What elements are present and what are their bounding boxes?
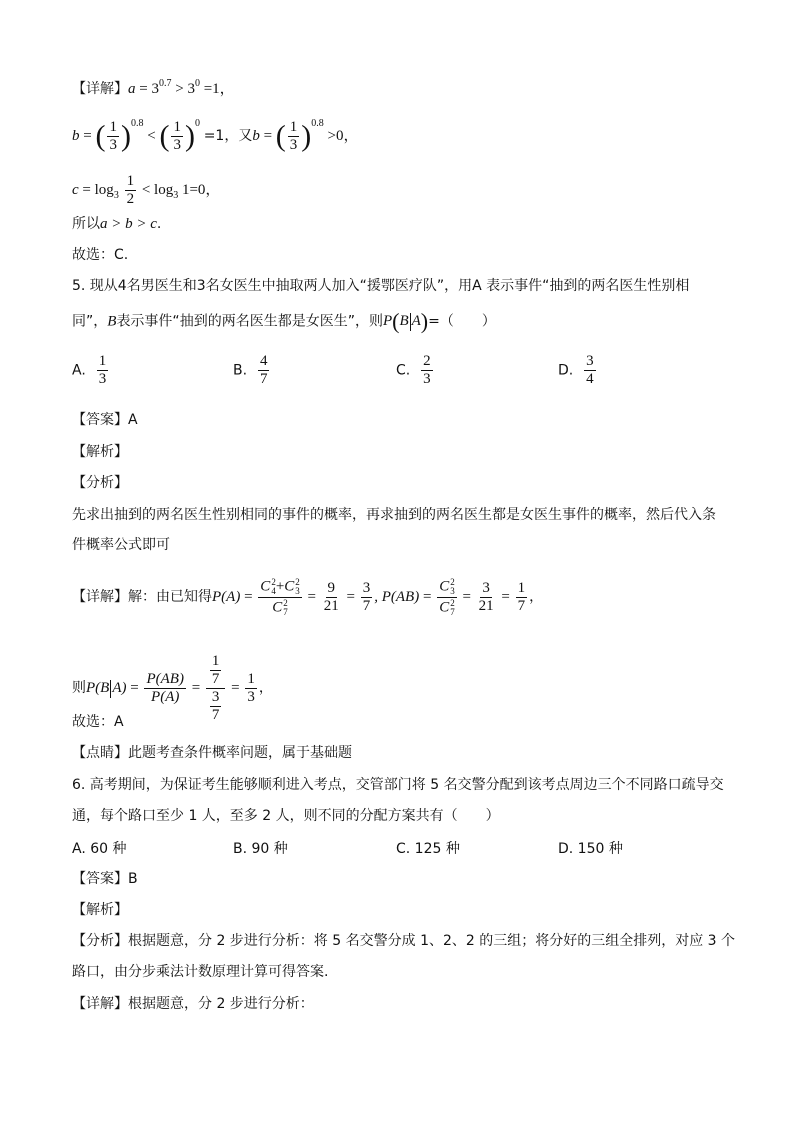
q6-detail: 【详解】根据题意，分 2 步进行分析： [72, 996, 314, 1012]
solution-line-c: $c = \log_3$ $\frac{1}{2}$ < $\log_3 1=0$， [72, 173, 221, 207]
q5-stem-line2: 同”，B表示事件“抽到的两名医生都是女医生”，则P(B A)=（ ） [72, 309, 496, 334]
paren-open: ( [95, 119, 106, 153]
exp-07: 0.7 [158, 78, 172, 89]
var-c: c [72, 181, 79, 198]
fraction-1-3c: $\frac{1}{3}$ [289, 119, 298, 154]
q5-answer: 【答案】A [72, 412, 138, 428]
q5-choice: 故选：A [72, 714, 124, 730]
paren-close: ) [120, 119, 131, 153]
q6-stem-line1: 6. 高考期间，为保证考生能够顺利进入考点，交管部门将 5 名交警分配到该考点周边三个不同路口疏导交 [72, 777, 724, 793]
detail-label: 【详解】 [72, 81, 128, 97]
q6-fenxi-line1: 【分析】根据题意，分 2 步进行分析：将 5 名交警分成 1、2、2 的三组；将分好的三组全排列，对应 3 个 [72, 933, 736, 949]
frac-combination: C 2 4 +C 2 3 C 2 7 [260, 577, 300, 617]
q5-option-b[interactable]: B. $\frac{4}{7}$ [233, 353, 268, 387]
lt-sign: < [147, 128, 156, 144]
q6-option-a[interactable]: A. 60 种 [72, 841, 127, 857]
q5-analysis-label: 【解析】 [72, 444, 128, 460]
q6-fenxi-line2: 路口，由分步乘法计数原理计算可得答案. [72, 964, 329, 980]
solution-line-a [72, 74, 235, 99]
mid-text: =1，又 [203, 128, 253, 144]
base-3b: 3 [187, 81, 195, 97]
exp-0: 0 [194, 78, 200, 89]
fraction-1-3: $\frac{1}{3}$ [109, 119, 117, 154]
q5-dianjing: 【点睛】此题考查条件概率问题，属于基础题 [72, 745, 352, 761]
q5-option-a[interactable]: A. $\frac{1}{3}$ [72, 353, 107, 387]
q6-stem-line2: 通，每个路口至少 1 人，至多 2 人，则不同的分配方案共有（ ） [72, 808, 500, 824]
q5-fenxi-text1: 先求出抽到的两名医生性别相同的事件的概率，再求抽到的两名医生都是女医生事件的概率，然后代入条 [72, 507, 716, 523]
q5-fenxi-label: 【分析】 [72, 475, 128, 491]
choice-line-c: 故选：C. [72, 247, 129, 263]
tail-text: >0， [327, 128, 359, 144]
q6-option-b[interactable]: B. 90 种 [233, 841, 288, 857]
fraction-1-3b: $\frac{1}{3}$ [173, 119, 181, 154]
var-a: a [128, 81, 136, 97]
q5-detail-pba: 则P(B A) = $\frac{P(AB)}{P(A)}$ = $\frac{\frac{1}{7}}{\frac{3}{7}}$ = $\frac{1}{3}$ ， [72, 653, 273, 723]
base-3: 3 [151, 81, 159, 97]
q5-detail-pa: 【详解】解：由已知得P(A) = C 2 4 +C 2 3 C 2 7 = $\frac{9}{21}$ = $\frac{3}{7}$ , P(AB) = C 2 3 C 2 7 = $\frac{3}{21}$ = $\frac{1}{7}$ ， [72, 577, 544, 617]
inequality: a > b > c [100, 216, 157, 232]
conclusion-line: 所以a > b > c. [72, 216, 162, 232]
eq-sign: = [83, 128, 92, 144]
log-text: log [94, 181, 114, 198]
nested-fraction: $\frac{\frac{1}{7}}{\frac{3}{7}}$ [206, 654, 226, 723]
exp-0: 0 [194, 118, 200, 129]
rhs: =1， [203, 81, 235, 97]
gt-sign: > [175, 81, 184, 97]
solution-line-b: b = ( $\frac{1}{3}$ )$^{0.8}$ < ( $\frac{1}{3}$ )$^0$ =1，又b = ( $\frac{1}{3}$ )$^{0.8}$ >0， [72, 118, 359, 154]
var-b: b [72, 128, 80, 144]
q6-analysis-label: 【解析】 [72, 902, 128, 918]
q5-option-d[interactable]: D. $\frac{3}{4}$ [558, 353, 594, 387]
fraction-1-2: $\frac{1}{2}$ [126, 173, 135, 207]
eq-sign: = [139, 81, 148, 97]
q5-stem-line1: 5. 现从4名男医生和3名女医生中抽取两人加入“援鄂医疗队”，用A 表示事件“抽到的两名医生性别相 [72, 278, 690, 294]
q5-fenxi-text2: 件概率公式即可 [72, 537, 170, 553]
q6-answer: 【答案】B [72, 871, 138, 887]
exp-08: 0.8 [130, 118, 144, 129]
q5-option-c[interactable]: C. $\frac{2}{3}$ [396, 353, 431, 387]
q6-option-d[interactable]: D. 150 种 [558, 841, 623, 857]
q6-option-c[interactable]: C. 125 种 [396, 841, 460, 857]
